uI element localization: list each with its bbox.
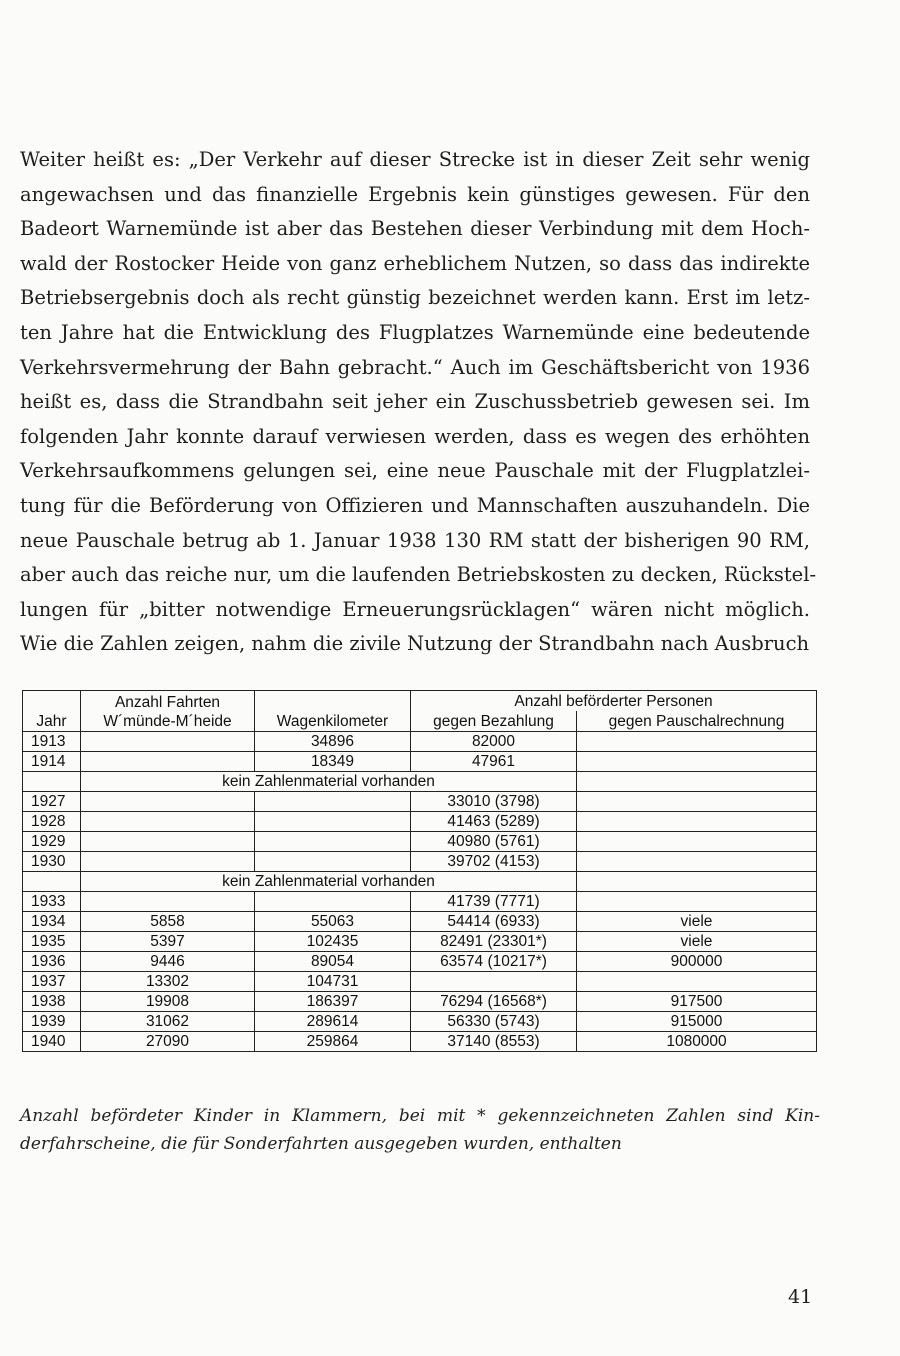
header-fahrten <box>81 691 255 732</box>
cell-bezahlung: 56330 (5743) <box>411 1012 577 1032</box>
table-row <box>23 852 817 872</box>
cell-fahrten <box>81 892 255 912</box>
text-line: aber auch das reiche nur, um die laufenden Betriebskosten zu decken, Rückstel- <box>20 563 817 587</box>
cell-jahr <box>23 772 81 792</box>
table-row <box>23 932 817 952</box>
cell-wagenkilometer: 34896 <box>255 732 411 752</box>
cell-pauschal <box>577 772 817 792</box>
text-line: tung für die Beförderung von Offizieren und Mannschaften auszuhandeln. Die <box>20 493 810 517</box>
header-personen: Anzahl beförderter Personen <box>411 691 817 712</box>
cell-fahrten <box>81 752 255 772</box>
table-gap-row <box>23 872 817 892</box>
table-gap-row <box>23 772 817 792</box>
cell-fahrten <box>81 852 255 872</box>
cell-fahrten <box>81 832 255 852</box>
table-row <box>23 1032 817 1052</box>
cell-pauschal <box>577 972 817 992</box>
cell-jahr: 1936 <box>23 952 81 972</box>
cell-bezahlung: 33010 (3798) <box>411 792 577 812</box>
cell-pauschal <box>577 732 817 752</box>
cell-wagenkilometer: 289614 <box>255 1012 411 1032</box>
cell-wagenkilometer: 18349 <box>255 752 411 772</box>
header-fahrten-line1: Anzahl Fahrten <box>114 694 221 711</box>
table-row <box>23 972 817 992</box>
header-pauschal: gegen Pauschalrechnung <box>577 711 817 732</box>
cell-jahr: 1927 <box>23 792 81 812</box>
cell-fahrten: 13302 <box>81 972 255 992</box>
text-line: ten Jahre hat die Entwicklung des Flugplatzes Warnemünde eine bedeutende <box>20 320 810 344</box>
text-line: neue Pauschale betrug ab 1. Januar 1938 130 RM statt der bisherigen 90 RM, <box>20 528 810 552</box>
cell-bezahlung: 82491 (23301*) <box>411 932 577 952</box>
cell-wagenkilometer: 89054 <box>255 952 411 972</box>
cell-wagenkilometer <box>255 812 411 832</box>
table-row <box>23 792 817 812</box>
cell-bezahlung: 82000 <box>411 732 577 752</box>
text-line: Verkehrsaufkommens gelungen sei, eine neue Pauschale mit der Flugplatzlei- <box>20 459 810 483</box>
table-header-row <box>23 691 817 712</box>
cell-pauschal <box>577 832 817 852</box>
cell-wagenkilometer <box>255 852 411 872</box>
header-wagenkilometer: Wagenkilometer <box>255 691 411 732</box>
gap-note: kein Zahlenmaterial vorhanden <box>81 772 577 792</box>
header-jahr: Jahr <box>23 691 81 732</box>
cell-bezahlung: 37140 (8553) <box>411 1032 577 1052</box>
cell-pauschal: 1080000 <box>577 1032 817 1052</box>
text-line: Badeort Warnemünde ist aber das Bestehen dieser Verbindung mit dem Hoch- <box>20 217 810 241</box>
cell-wagenkilometer <box>255 892 411 912</box>
text-line: wald der Rostocker Heide von ganz erheblichem Nutzen, so dass das indirekte <box>20 251 810 275</box>
cell-pauschal <box>577 852 817 872</box>
statistics-table-body <box>23 691 817 1052</box>
cell-jahr: 1933 <box>23 892 81 912</box>
cell-jahr: 1914 <box>23 752 81 772</box>
text-line: angewachsen und das finanzielle Ergebnis kein günstiges gewesen. Für den <box>20 182 810 206</box>
table-row <box>23 1012 817 1032</box>
text-line: Weiter heißt es: „Der Verkehr auf dieser Strecke ist in dieser Zeit sehr wenig <box>20 148 810 171</box>
cell-jahr: 1938 <box>23 992 81 1012</box>
cell-jahr: 1934 <box>23 912 81 932</box>
table-row <box>23 732 817 752</box>
statistics-table <box>22 690 817 1052</box>
cell-wagenkilometer: 259864 <box>255 1032 411 1052</box>
cell-fahrten <box>81 812 255 832</box>
text-line: lungen für „bitter notwendige Erneuerungsrücklagen“ wären nicht möglich. <box>20 597 810 621</box>
gap-note: kein Zahlenmaterial vorhanden <box>81 872 577 892</box>
cell-fahrten <box>81 732 255 752</box>
caption-line: Anzahl befördeter Kinder in Klammern, bei mit * gekennzeichneten Zahlen sind Kin- <box>20 1106 820 1126</box>
cell-wagenkilometer: 102435 <box>255 932 411 952</box>
cell-jahr: 1937 <box>23 972 81 992</box>
cell-jahr: 1939 <box>23 1012 81 1032</box>
text-line: Wie die Zahlen zeigen, nahm die zivile Nutzung der Strandbahn nach Ausbruch <box>20 632 810 656</box>
cell-bezahlung: 39702 (4153) <box>411 852 577 872</box>
cell-pauschal <box>577 792 817 812</box>
text-line: folgenden Jahr konnte darauf verwiesen werden, dass es wegen des erhöhten <box>20 424 810 448</box>
table-row <box>23 752 817 772</box>
cell-fahrten: 9446 <box>81 952 255 972</box>
table-row <box>23 992 817 1012</box>
table-caption <box>20 1102 820 1158</box>
page-number: 41 <box>788 1286 813 1308</box>
cell-jahr: 1929 <box>23 832 81 852</box>
cell-pauschal <box>577 872 817 892</box>
cell-jahr: 1928 <box>23 812 81 832</box>
cell-fahrten <box>81 792 255 812</box>
cell-wagenkilometer: 186397 <box>255 992 411 1012</box>
cell-pauschal: 915000 <box>577 1012 817 1032</box>
header-bezahlung: gegen Bezahlung <box>411 711 577 732</box>
cell-pauschal <box>577 752 817 772</box>
cell-wagenkilometer <box>255 792 411 812</box>
text-line: heißt es, dass die Strandbahn seit jeher ein Zuschussbetrieb gewesen sei. Im <box>20 390 810 414</box>
cell-bezahlung: 63574 (10217*) <box>411 952 577 972</box>
cell-jahr: 1930 <box>23 852 81 872</box>
cell-jahr: 1935 <box>23 932 81 952</box>
cell-fahrten: 27090 <box>81 1032 255 1052</box>
cell-bezahlung: 40980 (5761) <box>411 832 577 852</box>
cell-pauschal: viele <box>577 912 817 932</box>
cell-bezahlung: 41463 (5289) <box>411 812 577 832</box>
cell-fahrten: 31062 <box>81 1012 255 1032</box>
cell-jahr: 1940 <box>23 1032 81 1052</box>
cell-bezahlung: 41739 (7771) <box>411 892 577 912</box>
cell-jahr <box>23 872 81 892</box>
cell-fahrten: 19908 <box>81 992 255 1012</box>
cell-jahr: 1913 <box>23 732 81 752</box>
cell-wagenkilometer: 55063 <box>255 912 411 932</box>
cell-bezahlung <box>411 972 577 992</box>
cell-pauschal <box>577 892 817 912</box>
cell-pauschal <box>577 812 817 832</box>
text-line: Betriebsergebnis doch als recht günstig bezeichnet werden kann. Erst im letz- <box>20 286 810 310</box>
table-row <box>23 892 817 912</box>
cell-wagenkilometer <box>255 832 411 852</box>
cell-bezahlung: 76294 (16568*) <box>411 992 577 1012</box>
table-row <box>23 812 817 832</box>
cell-pauschal: 900000 <box>577 952 817 972</box>
cell-bezahlung: 47961 <box>411 752 577 772</box>
table-row <box>23 952 817 972</box>
header-fahrten-line2: W´münde-M´heide <box>103 713 232 730</box>
table-row <box>23 832 817 852</box>
table-row <box>23 912 817 932</box>
caption-line: derfahrscheine, die für Sonderfahrten ausgegeben wurden, enthalten <box>20 1134 622 1154</box>
cell-pauschal: 917500 <box>577 992 817 1012</box>
body-paragraph <box>20 143 817 662</box>
cell-wagenkilometer: 104731 <box>255 972 411 992</box>
cell-fahrten: 5858 <box>81 912 255 932</box>
text-line: Verkehrsvermehrung der Bahn gebracht.“ Auch im Geschäftsbericht von 1936 <box>20 355 810 379</box>
cell-bezahlung: 54414 (6933) <box>411 912 577 932</box>
cell-fahrten: 5397 <box>81 932 255 952</box>
cell-pauschal: viele <box>577 932 817 952</box>
